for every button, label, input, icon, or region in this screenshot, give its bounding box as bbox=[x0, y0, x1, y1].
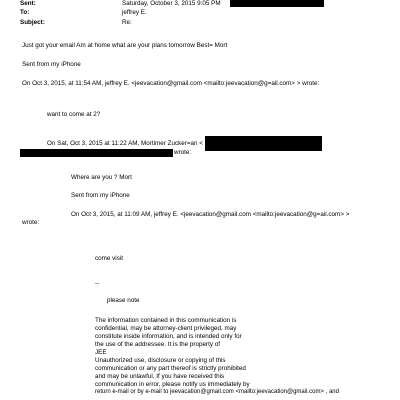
body-line: Sent from my iPhone bbox=[22, 61, 81, 68]
redaction-bar-email-continued bbox=[20, 149, 173, 157]
to-value: jeffrey E. bbox=[122, 9, 147, 16]
disclaimer-line: communication or any part thereof is strictly prohibited bbox=[95, 365, 246, 372]
body-line: wrote: bbox=[22, 219, 40, 226]
body-line: Sent from my iPhone bbox=[71, 192, 130, 199]
disclaimer-line: JEE bbox=[95, 349, 107, 356]
disclaimer-line: confidential, may be attorney-client privileged, may bbox=[95, 325, 237, 332]
disclaimer-line: return e-mail or by e-mail to jeevacation@gmail.com <mailto:jeevacation@gmail.com> , and bbox=[95, 389, 339, 395]
body-line: please note bbox=[107, 297, 140, 304]
to-label: To: bbox=[20, 9, 30, 16]
body-line: come visit bbox=[95, 255, 123, 262]
body-line: want to come at 2? bbox=[47, 111, 101, 118]
sent-value: Saturday, October 3, 2015 9:05 PM bbox=[122, 0, 221, 7]
body-line: Just got your email Am at home what are your plans tomorrow Best= Mort bbox=[22, 42, 228, 49]
disclaimer-line: communication in error, please notify us immediately by bbox=[95, 381, 250, 388]
body-line: On Oct 3, 2015, at 11:54 AM, jeffrey E. <jeevacation@gmail.com <mailto:jeevacation@g=ail.com> > wrote: bbox=[22, 80, 320, 87]
body-line: On Oct 3, 2015, at 11:09 AM, jeffrey E. <jeevacation@gmail.com <mailto:jeevacation@g=ail.com> > bbox=[71, 211, 350, 218]
redaction-bar-email bbox=[205, 136, 322, 151]
body-line: Where are you ? Mort bbox=[71, 174, 132, 181]
signature-separator: -- bbox=[95, 280, 100, 287]
body-line: On Sat, Oct 3, 2015 at 11:22 AM, Mortimer Zucker=an < bbox=[47, 140, 203, 147]
sent-label: Sent: bbox=[20, 0, 36, 7]
body-line: wrote: bbox=[174, 149, 192, 156]
disclaimer-line: Unauthorized use, disclosure or copying of this bbox=[95, 357, 226, 364]
disclaimer-line: constitute inside information, and is intended only for bbox=[95, 333, 242, 340]
redaction-bar-header bbox=[230, 0, 324, 7]
subject-label: Subject: bbox=[20, 19, 45, 26]
disclaimer-line: The information contained in this communication is bbox=[95, 317, 237, 324]
subject-value: Re: bbox=[122, 19, 132, 26]
disclaimer-line: and may be unlawful. If you have received this bbox=[95, 373, 225, 380]
disclaimer-line: the use of the addressee. It is the property of bbox=[95, 341, 220, 348]
